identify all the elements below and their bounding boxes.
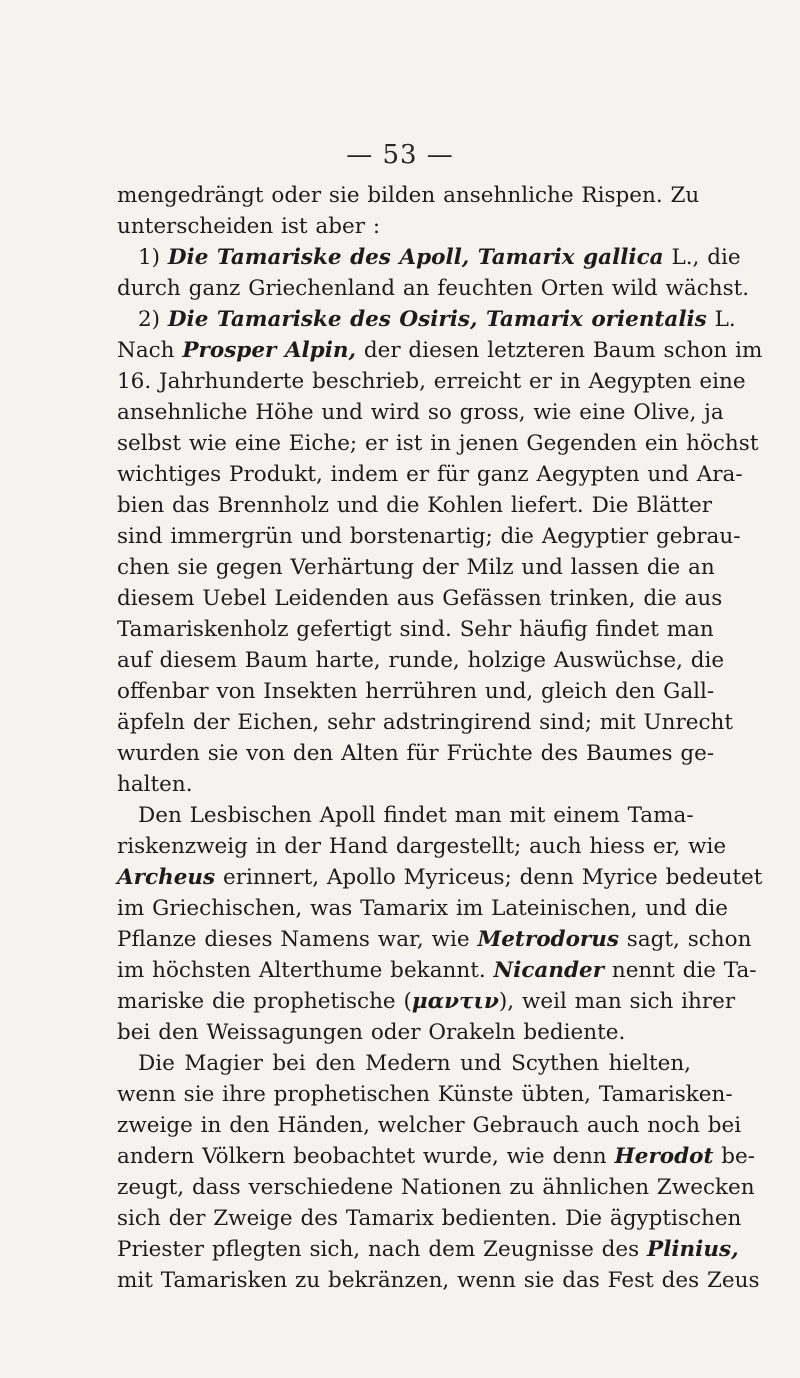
text-segment: andern Völkern beobachtet wurde, wie denn bbox=[117, 1144, 615, 1169]
text-segment: 1) bbox=[138, 245, 168, 270]
text-line bbox=[117, 1048, 691, 1079]
page-number: — 53 — bbox=[346, 140, 454, 170]
text-line bbox=[117, 490, 713, 521]
text-line bbox=[117, 955, 757, 986]
text-segment: Den Lesbischen Apoll findet man mit einem Tama- bbox=[138, 803, 694, 828]
text-line bbox=[117, 1141, 756, 1172]
text-line bbox=[117, 893, 728, 924]
text-line bbox=[117, 986, 736, 1017]
text-line bbox=[117, 862, 763, 893]
text-segment: chen sie gegen Verhärtung der Milz und lassen die an bbox=[117, 555, 715, 580]
text-segment: mit Tamarisken zu bekränzen, wenn sie das Fest des Zeus bbox=[117, 1268, 760, 1293]
text-segment: L. bbox=[706, 307, 736, 332]
text-segment: offenbar von Insekten herrühren und, gleich den Gall- bbox=[117, 679, 715, 704]
text-segment: riskenzweig in der Hand dargestellt; auch hiess er, wie bbox=[117, 834, 727, 859]
emphasized-text: Archeus bbox=[117, 865, 216, 890]
text-segment: ansehnliche Höhe und wird so gross, wie eine Olive, ja bbox=[117, 400, 724, 425]
text-line bbox=[117, 335, 763, 366]
text-line bbox=[117, 800, 694, 831]
text-segment: sich der Zweige des Tamarix bedienten. Die ägyptischen bbox=[117, 1206, 742, 1231]
text-segment: Nach bbox=[117, 338, 183, 363]
text-line bbox=[117, 1079, 733, 1110]
body-text bbox=[117, 180, 763, 1296]
emphasized-text: Die Tamariske des Osiris, Tamarix orientalis bbox=[167, 307, 707, 332]
text-line bbox=[117, 1172, 755, 1203]
text-line bbox=[117, 552, 715, 583]
text-line bbox=[117, 769, 691, 800]
text-line bbox=[117, 242, 741, 273]
text-segment: Die Magier bei den Medern und Scythen hielten, bbox=[138, 1051, 691, 1076]
text-segment: halten. bbox=[117, 772, 193, 797]
text-line bbox=[117, 583, 723, 614]
text-segment: nennt die Ta- bbox=[604, 958, 757, 983]
text-line bbox=[117, 397, 724, 428]
text-line bbox=[117, 831, 727, 862]
text-segment: bei den Weissagungen oder Orakeln bediente. bbox=[117, 1020, 626, 1045]
text-segment: Pflanze dieses Namens war, wie bbox=[117, 927, 478, 952]
text-segment: 2) bbox=[138, 307, 168, 332]
text-line bbox=[117, 1265, 760, 1296]
emphasized-text: Nicander bbox=[493, 958, 605, 983]
text-line bbox=[117, 738, 715, 769]
text-line bbox=[117, 211, 691, 242]
text-segment: selbst wie eine Eiche; er ist in jenen Gegenden ein höchst bbox=[117, 431, 759, 456]
text-segment: wenn sie ihre prophetischen Künste übten, Tamarisken- bbox=[117, 1082, 733, 1107]
text-segment: zeugt, dass verschiedene Nationen zu ähnlichen Zwecken bbox=[117, 1175, 755, 1200]
text-segment: mariske die prophetische ( bbox=[117, 989, 412, 1014]
text-segment: 16. Jahrhunderte beschrieb, erreicht er in Aegypten eine bbox=[117, 369, 746, 394]
emphasized-text: Prosper Alpin, bbox=[182, 338, 356, 363]
text-segment: sind immergrün und borstenartig; die Aegyptier gebrau- bbox=[117, 524, 741, 549]
text-segment: be- bbox=[713, 1144, 756, 1169]
text-line bbox=[117, 459, 743, 490]
text-segment: wichtiges Produkt, indem er für ganz Aegypten und Ara- bbox=[117, 462, 743, 487]
text-segment: Tamariskenholz gefertigt sind. Sehr häufig findet man bbox=[117, 617, 714, 642]
text-segment: sagt, schon bbox=[618, 927, 752, 952]
emphasized-text: μαντιν bbox=[411, 989, 499, 1014]
text-segment: zweige in den Händen, welcher Gebrauch auch noch bei bbox=[117, 1113, 742, 1138]
text-segment: ), weil man sich ihrer bbox=[498, 989, 736, 1014]
text-line bbox=[117, 1234, 739, 1265]
emphasized-text: Herodot bbox=[614, 1144, 714, 1169]
text-segment: im höchsten Alterthume bekannt. bbox=[117, 958, 494, 983]
emphasized-text: Plinius, bbox=[647, 1237, 739, 1262]
text-line bbox=[117, 676, 715, 707]
text-line bbox=[117, 614, 714, 645]
text-segment: bien das Brennholz und die Kohlen liefert. Die Blätter bbox=[117, 493, 713, 518]
text-line bbox=[117, 273, 750, 304]
text-segment: im Griechischen, was Tamarix im Lateinischen, und die bbox=[117, 896, 728, 921]
text-segment: auf diesem Baum harte, runde, holzige Auswüchse, die bbox=[117, 648, 725, 673]
text-line bbox=[117, 521, 741, 552]
text-line bbox=[117, 924, 752, 955]
text-line bbox=[117, 645, 725, 676]
text-segment: äpfeln der Eichen, sehr adstringirend sind; mit Unrecht bbox=[117, 710, 734, 735]
emphasized-text: Metrodorus bbox=[477, 927, 619, 952]
emphasized-text: Die Tamariske des Apoll, Tamarix gallica bbox=[167, 245, 664, 270]
text-segment: wurden sie von den Alten für Früchte des Baumes ge- bbox=[117, 741, 715, 766]
text-line bbox=[117, 1110, 742, 1141]
text-line bbox=[117, 304, 736, 335]
text-segment: L., die bbox=[663, 245, 741, 270]
text-line bbox=[117, 1203, 742, 1234]
text-segment: mengedrängt oder sie bilden ansehnliche Rispen. Zu bbox=[117, 183, 700, 208]
text-segment: unterscheiden ist aber : bbox=[117, 214, 381, 239]
text-segment: erinnert, Apollo Myriceus; denn Myrice bedeutet bbox=[215, 865, 763, 890]
text-line bbox=[117, 366, 746, 397]
text-segment: der diesen letzteren Baum schon im bbox=[356, 338, 763, 363]
text-line bbox=[117, 1017, 691, 1048]
text-line bbox=[117, 180, 700, 211]
text-segment: durch ganz Griechenland an feuchten Orten wild wächst. bbox=[117, 276, 750, 301]
text-line bbox=[117, 428, 759, 459]
text-segment: diesem Uebel Leidenden aus Gefässen trinken, die aus bbox=[117, 586, 723, 611]
text-segment: Priester pflegten sich, nach dem Zeugnisse des bbox=[117, 1237, 648, 1262]
text-line bbox=[117, 707, 734, 738]
